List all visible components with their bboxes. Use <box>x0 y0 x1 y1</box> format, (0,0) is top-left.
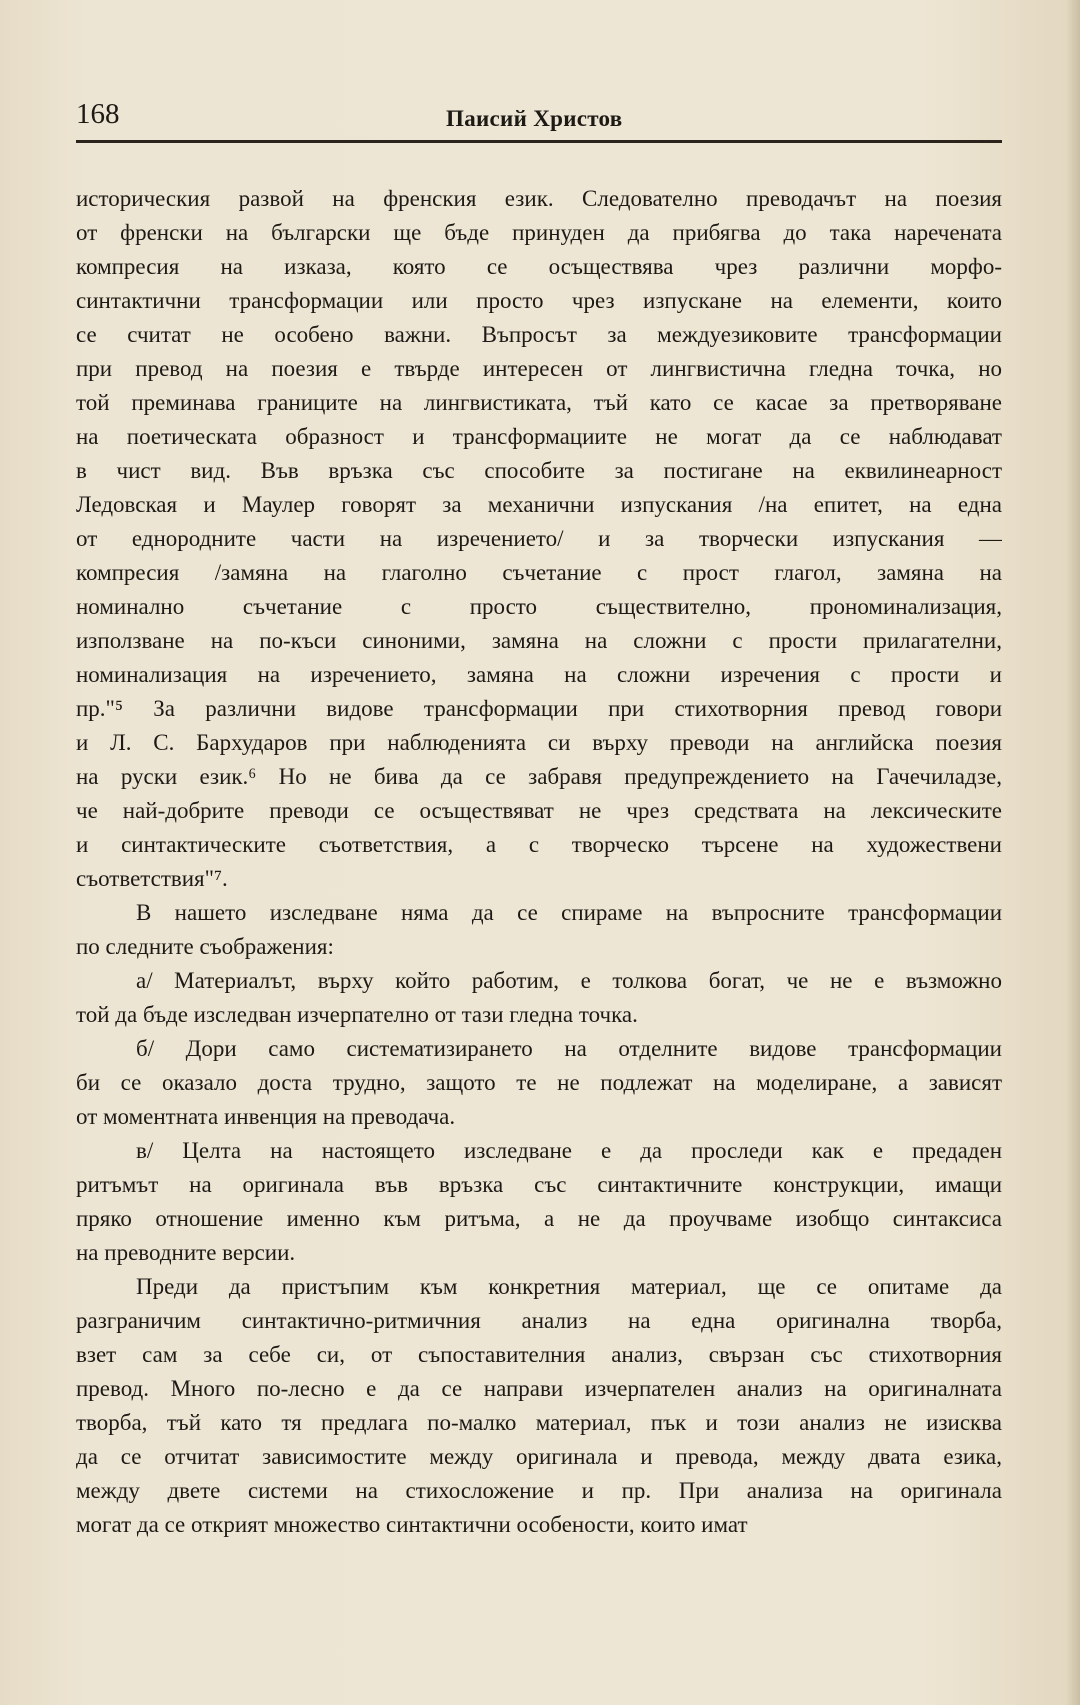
text-line: от френски на български ще бъде принуден да прибягва до така наречената <box>76 220 1002 245</box>
header-rule <box>76 140 1002 143</box>
text-line: могат да се открият множество синтактични особености, които имат <box>76 1512 748 1537</box>
body-text <box>76 182 1002 1542</box>
text-line: творба, тъй като тя предлага по-малко материал, пък и този анализ не изисква <box>76 1410 1002 1435</box>
text-line: използване на по-къси синоними, замяна на сложни с прости прилагателни, <box>76 628 1002 653</box>
text-line: на руски език.⁶ Но не бива да се забравя предупреждението на Гачечиладзе, <box>76 764 1002 789</box>
paragraph <box>76 964 1002 1032</box>
page-header <box>76 96 1002 140</box>
paragraph <box>76 1032 1002 1134</box>
text-line: при превод на поезия е твърде интересен от лингвистична гледна точка, но <box>76 356 1002 381</box>
text-line: се считат не особено важни. Въпросът за междуезиковите трансформации <box>76 322 1002 347</box>
text-line: а/ Материалът, върху който работим, е толкова богат, че не е възможно <box>136 968 1002 993</box>
text-line: пряко отношение именно към ритъма, а не да проучваме изобщо синтаксиса <box>76 1206 1002 1231</box>
text-line: разграничим синтактично-ритмичния анализ на една оригинална творба, <box>76 1308 1002 1333</box>
text-line: на преводните версии. <box>76 1240 296 1265</box>
text-line: той да бъде изследван изчерпателно от тази гледна точка. <box>76 1002 638 1027</box>
page-edge-shadow <box>1066 0 1080 1705</box>
text-line: номинално съчетание с просто съществително, прономинализация, <box>76 594 1002 619</box>
text-line: б/ Дори само систематизирането на отделните видове трансформации <box>136 1036 1002 1061</box>
paragraph <box>76 1270 1002 1542</box>
text-line: че най-добрите преводи се осъществяват не чрез средствата на лексическите <box>76 798 1002 823</box>
text-line: на поетическата образност и трансформациите не могат да се наблюдават <box>76 424 1002 449</box>
text-line: взет сам за себе си, от съпоставителния анализ, свързан със стихотворния <box>76 1342 1002 1367</box>
text-line: превод. Много по-лесно е да се направи изчерпателен анализ на оригиналната <box>76 1376 1002 1401</box>
text-line: от еднородните части на изречението/ и за творчески изпускания — <box>76 526 1002 551</box>
page-number: 168 <box>76 98 120 130</box>
text-line: Преди да пристъпим към конкретния материал, ще се опитаме да <box>136 1274 1002 1299</box>
text-line: по следните съображения: <box>76 934 334 959</box>
text-line: и Л. С. Бархударов при наблюденията си върху преводи на английска поезия <box>76 730 1002 755</box>
paragraph <box>76 182 1002 896</box>
text-line: между двете системи на стихосложение и пр. При анализа на оригинала <box>76 1478 1002 1503</box>
text-line: историческия развой на френския език. Следователно преводачът на поезия <box>76 186 1002 211</box>
text-line: Ледовская и Маулер говорят за механични изпускания /на епитет, на една <box>76 492 1002 517</box>
text-line: номинализация на изречението, замяна на сложни изречения с прости и <box>76 662 1002 687</box>
text-line: от моментната инвенция на преводача. <box>76 1104 456 1129</box>
paragraph <box>76 1134 1002 1270</box>
text-line: съответствия"⁷. <box>76 866 228 891</box>
text-line: компресия /замяна на глаголно съчетание с прост глагол, замяна на <box>76 560 1002 585</box>
text-line: компресия на изказа, която се осъществява чрез различни морфо- <box>76 254 1002 279</box>
text-line: би се оказало доста трудно, защото те не подлежат на моделиране, а зависят <box>76 1070 1002 1095</box>
text-line: да се отчитат зависимостите между оригинала и превода, между двата езика, <box>76 1444 1002 1469</box>
text-line: пр."⁵ За различни видове трансформации при стихотворния превод говори <box>76 696 1002 721</box>
paragraph <box>76 896 1002 964</box>
text-line: В нашето изследване няма да се спираме на въпросните трансформации <box>136 900 1002 925</box>
text-line: в/ Целта на настоящето изследване е да проследи как е предаден <box>136 1138 1002 1163</box>
running-title: Паисий Христов <box>446 106 623 131</box>
text-line: ритъмът на оригинала във връзка със синтактичните конструкции, имащи <box>76 1172 1002 1197</box>
text-line: и синтактическите съответствия, а с творческо търсене на художествени <box>76 832 1002 857</box>
text-line: в чист вид. Във връзка със способите за постигане на еквилинеарност <box>76 458 1002 483</box>
text-line: синтактични трансформации или просто чрез изпускане на елементи, които <box>76 288 1002 313</box>
text-line: той преминава границите на лингвистиката, тъй като се касае за претворяване <box>76 390 1002 415</box>
